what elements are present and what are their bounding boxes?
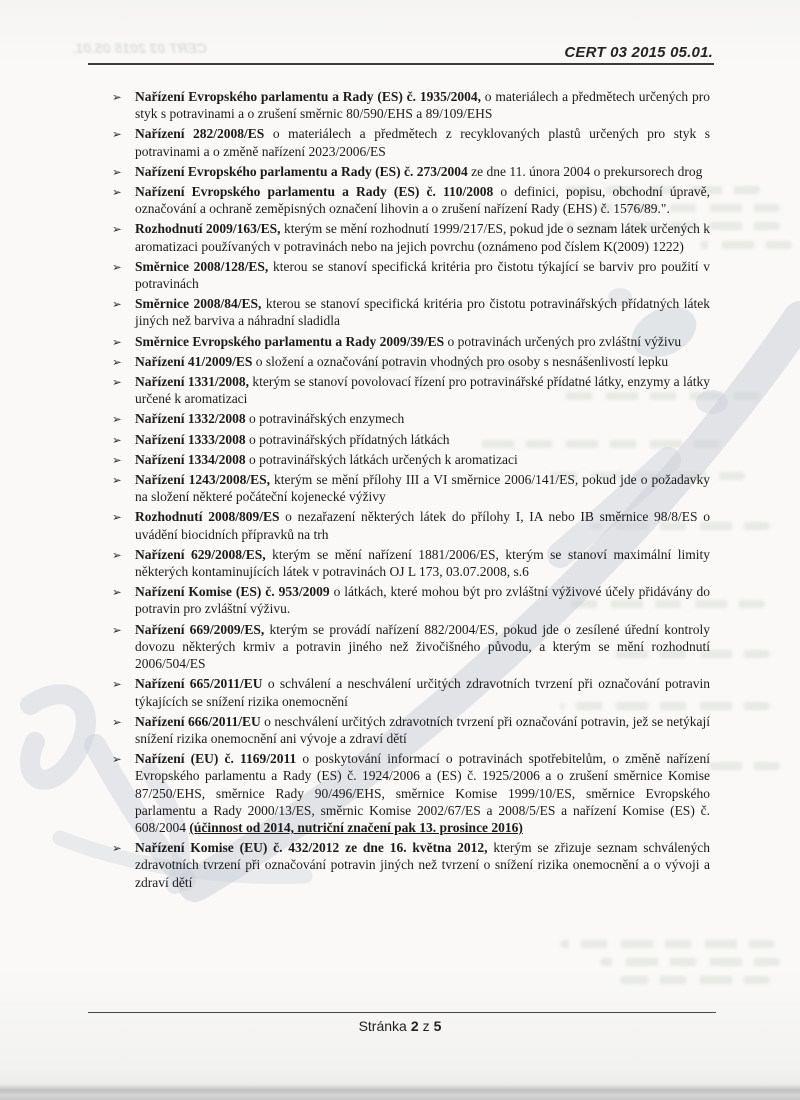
list-item-text: Nařízení 1332/2008 o potravinářských enzymech bbox=[135, 411, 405, 427]
arrow-bullet-icon: ➢ bbox=[112, 375, 122, 390]
header-rule bbox=[88, 63, 714, 65]
list-item-text: Směrnice 2008/128/ES, kterou se stanoví specifická kritéria pro čistotu týkající se barviv pro použití v potravinách bbox=[135, 258, 710, 292]
page-footer bbox=[0, 1018, 800, 1034]
list-item-text: Nařízení 1333/2008 o potravinářských přídatných látkách bbox=[135, 431, 450, 447]
list-item bbox=[110, 713, 710, 747]
arrow-bullet-icon: ➢ bbox=[112, 412, 122, 427]
list-item bbox=[110, 451, 710, 468]
bleedthrough-artifact bbox=[700, 241, 792, 249]
arrow-bullet-icon: ➢ bbox=[112, 222, 122, 237]
list-item bbox=[110, 295, 710, 329]
list-item-text: Nařízení Komise (ES) č. 953/2009 o látkách, které mohou být pro zvláštní výživové účely přidávány do potravin pro zvláštní výživu. bbox=[135, 584, 710, 617]
page-content bbox=[110, 88, 710, 894]
arrow-bullet-icon: ➢ bbox=[112, 677, 122, 692]
arrow-bullet-icon: ➢ bbox=[112, 752, 122, 767]
list-item bbox=[110, 373, 710, 407]
arrow-bullet-icon: ➢ bbox=[112, 547, 122, 562]
footer-separator: z bbox=[422, 1018, 430, 1034]
arrow-bullet-icon: ➢ bbox=[112, 90, 122, 104]
list-item-text: Směrnice 2008/84/ES, kterou se stanoví specifická kritéria pro čistotu potravinářských přídatných látek jiných než barviva a náhradní sladidla bbox=[135, 296, 711, 329]
list-item bbox=[110, 125, 710, 159]
list-item-text: Nařízení 1243/2008/ES, kterým se mění přílohy III a VI směrnice 2006/141/ES, pokud jde o požadavky na složení některé počáteční kojenecké výživy bbox=[135, 472, 710, 505]
list-item-text: Nařízení 282/2008/ES o materiálech a předmětech z recyklovaných plastů určených pro styk s potravinami a o změně nařízení 2023/2006/ES bbox=[135, 126, 711, 159]
arrow-bullet-icon: ➢ bbox=[112, 432, 122, 447]
arrow-bullet-icon: ➢ bbox=[112, 622, 122, 637]
list-item-text: Nařízení 1331/2008, kterým se stanoví povolovací řízení pro potravinářské přídatné látky, enzymy a látky určené k aromatizaci bbox=[135, 374, 710, 407]
list-item bbox=[110, 471, 710, 505]
regulation-list bbox=[110, 88, 710, 891]
arrow-bullet-icon: ➢ bbox=[112, 185, 122, 200]
arrow-bullet-icon: ➢ bbox=[112, 127, 122, 142]
scan-edge-shadow bbox=[0, 1084, 800, 1100]
list-item bbox=[110, 163, 710, 180]
list-item bbox=[110, 431, 710, 448]
list-item bbox=[110, 220, 710, 254]
list-item bbox=[110, 839, 710, 891]
arrow-bullet-icon: ➢ bbox=[112, 473, 122, 488]
arrow-bullet-icon: ➢ bbox=[112, 452, 122, 467]
arrow-bullet-icon: ➢ bbox=[112, 510, 122, 525]
bleedthrough-artifact bbox=[560, 940, 775, 948]
footer-total-pages: 5 bbox=[433, 1018, 442, 1034]
footer-page-number: 2 bbox=[410, 1018, 419, 1034]
bleedthrough-header-text: CERT 03 2015 05.01. bbox=[72, 40, 208, 56]
list-item-text: Nařízení Komise (EU) č. 432/2012 ze dne 16. května 2012, kterým se zřizuje seznam schválených zdravotních tvrzení při označování potravin jiných než tvrzení o snížení rizika onemocnění a o vývoji a zdraví dětí bbox=[135, 840, 710, 890]
footer-prefix: Stránka bbox=[358, 1018, 407, 1034]
arrow-bullet-icon: ➢ bbox=[112, 297, 122, 312]
list-item bbox=[110, 410, 710, 427]
bleedthrough-artifact bbox=[620, 976, 770, 984]
bleedthrough-artifact bbox=[600, 958, 780, 966]
list-item-text: Nařízení 629/2008/ES, kterým se mění nařízení 1881/2006/ES, kterým se stanoví maximální limity některých kontaminujících látek v potravinách OJ L 173, 03.07.2008, s.6 bbox=[135, 546, 710, 580]
footer-rule bbox=[88, 1012, 716, 1013]
list-item-text: Nařízení (EU) č. 1169/2011 o poskytování informací o potravinách spotřebitelům, o změně nařízení Evropského parlamentu a Rady (ES) č. 1924/2006 a (ES) č. 1925/2006 a o zrušení směrnice Komise 87/250/EHS, směrnice Rady 90/496/EHS, směrnice Komise 1999/10/ES, směrnice Evropského parlamentu a Rady 2000/13/ES, směrnic Komise 2002/67/ES a 2008/5/ES a nařízení Komise (ES) č. 608/2004 (účinnost od 2014, nutriční značení pak 13. prosince 2016) bbox=[135, 751, 710, 835]
list-item-text: Rozhodnutí 2009/163/ES, kterým se mění rozhodnutí 1999/217/ES, pokud jde o seznam látek určených k aromatizaci používaných v potravinách nebo na jejich povrchu (oznámeno pod číslem K(2009) 1222) bbox=[135, 221, 710, 254]
list-item-text: Nařízení 41/2009/ES o složení a označování potravin vhodných pro osoby s nesnášenlivostí lepku bbox=[135, 353, 669, 369]
list-item-text: Směrnice Evropského parlamentu a Rady 2009/39/ES o potravinách určených pro zvláštní výživu bbox=[135, 333, 682, 349]
list-item bbox=[110, 583, 710, 617]
list-item-text: Nařízení 1334/2008 o potravinářských látkách určených k aromatizaci bbox=[135, 451, 518, 467]
list-item bbox=[110, 750, 710, 836]
list-item-text: Nařízení Evropského parlamentu a Rady (ES) č. 110/2008 o definici, popisu, obchodní úpravě, označování a ochraně zeměpisných označení lihovin a o zrušení nařízení Rady (EHS) č. 1576/89.". bbox=[135, 184, 710, 217]
list-item bbox=[110, 508, 710, 542]
arrow-bullet-icon: ➢ bbox=[112, 164, 122, 179]
arrow-bullet-icon: ➢ bbox=[112, 354, 122, 369]
list-item-text: Nařízení Evropského parlamentu a Rady (ES) č. 273/2004 ze dne 11. února 2004 o prekursorech drog bbox=[135, 163, 703, 179]
arrow-bullet-icon: ➢ bbox=[112, 259, 122, 274]
arrow-bullet-icon: ➢ bbox=[112, 841, 122, 856]
arrow-bullet-icon: ➢ bbox=[112, 585, 122, 600]
list-item bbox=[110, 88, 710, 122]
arrow-bullet-icon: ➢ bbox=[112, 714, 122, 729]
arrow-bullet-icon: ➢ bbox=[112, 334, 122, 349]
list-item-text: Nařízení 665/2011/EU o schválení a neschválení určitých zdravotních tvrzení při označování potravin týkajících se snížení rizika onemocnění bbox=[135, 676, 710, 709]
list-item bbox=[110, 333, 710, 350]
list-item bbox=[110, 353, 710, 370]
list-item bbox=[110, 675, 710, 709]
list-item bbox=[110, 621, 710, 673]
list-item bbox=[110, 183, 710, 217]
doc-code: CERT 03 2015 05.01. bbox=[564, 44, 713, 61]
list-item-text: Nařízení 669/2009/ES, kterým se provádí nařízení 882/2004/ES, pokud jde o zesílené úřední kontroly dovozu některých krmiv a potravin jiného než živočišného původu, a kterým se mění rozhodnutí 2006/504/ES bbox=[135, 621, 711, 672]
list-item-text: Nařízení Evropského parlamentu a Rady (ES) č. 1935/2004, o materiálech a předmětech určených pro styk s potravinami a o zrušení směrnic 80/590/EHS a 89/109/EHS bbox=[135, 89, 710, 122]
list-item bbox=[110, 546, 710, 580]
list-item-text: Rozhodnutí 2008/809/ES o nezařazení některých látek do přílohy I, IA nebo IB směrnice 98/8/ES o uvádění biocidních přípravků na trh bbox=[135, 509, 710, 542]
list-item-text: Nařízení 666/2011/EU o neschválení určitých zdravotních tvrzení při označování potravin, jež se netýkají snížení rizika onemocnění ani vývoje a zdraví dětí bbox=[135, 713, 711, 746]
list-item bbox=[110, 258, 710, 292]
